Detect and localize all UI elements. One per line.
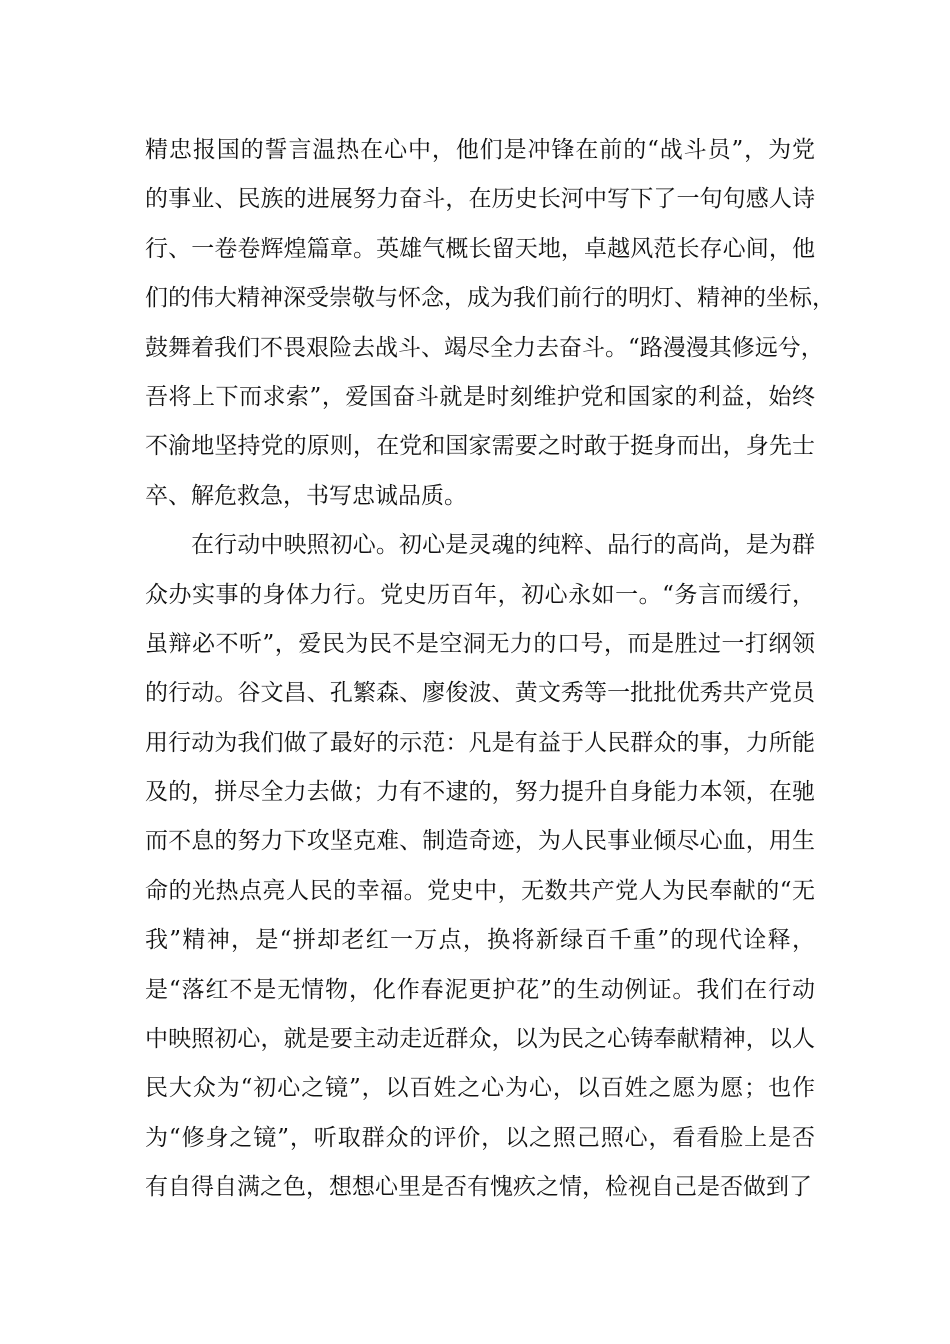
text-line: 鼓舞着我们不畏艰险去战斗、竭尽全力去奋斗。“路漫漫其修远兮， (145, 334, 824, 361)
text-line: 在行动中映照初心。初心是灵魂的纯粹、品行的高尚，是为群 (191, 532, 815, 559)
text-line: 是“落红不是无情物，化作春泥更护花”的生动例证。我们在行动 (145, 976, 815, 1003)
text-line: 命的光热点亮人民的幸福。党史中，无数共产党人为民奉献的“无 (145, 877, 815, 904)
body-text (145, 126, 835, 1213)
text-line: 众办实事的身体力行。党史历百年，初心永如一。“务言而缓行， (145, 581, 815, 608)
text-line: 中映照初心，就是要主动走近群众，以为民之心铸奉献精神，以人 (145, 1026, 815, 1053)
text-line: 用行动为我们做了最好的示范：凡是有益于人民群众的事，力所能 (145, 729, 815, 756)
text-line: 而不息的努力下攻坚克难、制造奇迹，为人民事业倾尽心血，用生 (145, 828, 815, 855)
text-line: 为“修身之镜”，听取群众的评价，以之照己照心，看看脸上是否 (145, 1124, 815, 1151)
text-line: 们的伟大精神深受崇敬与怀念，成为我们前行的明灯、精神的坐标， (145, 285, 835, 312)
text-line: 卒、解危救急，书写忠诚品质。 (145, 482, 467, 509)
text-line: 不渝地坚持党的原则，在党和国家需要之时敢于挺身而出，身先士 (145, 433, 815, 460)
text-line: 及的，拼尽全力去做；力有不逮的，努力提升自身能力本领，在驰 (145, 779, 815, 806)
text-line: 我”精神，是“拼却老红一万点，换将新绿百千重”的现代诠释， (145, 927, 815, 954)
text-line: 的行动。谷文昌、孔繁森、廖俊波、黄文秀等一批批优秀共产党员 (145, 680, 815, 707)
text-line: 虽辩必不听”，爱民为民不是空洞无力的口号，而是胜过一打纲领 (145, 630, 815, 657)
paragraph (145, 521, 815, 1212)
text-line: 民大众为“初心之镜”，以百姓之心为心，以百姓之愿为愿；也作 (145, 1075, 815, 1102)
text-line: 行、一卷卷辉煌篇章。英雄气概长留天地，卓越风范长存心间，他 (145, 235, 815, 262)
text-line: 有自得自满之色，想想心里是否有愧疚之情，检视自己是否做到了 (145, 1174, 812, 1201)
text-line: 吾将上下而求索”，爱国奋斗就是时刻维护党和国家的利益，始终 (145, 383, 815, 410)
text-line: 的事业、民族的进展努力奋斗，在历史长河中写下了一句句感人诗 (145, 186, 815, 213)
paragraph (145, 126, 835, 521)
text-line: 精忠报国的誓言温热在心中，他们是冲锋在前的“战斗员”，为党 (145, 137, 815, 163)
